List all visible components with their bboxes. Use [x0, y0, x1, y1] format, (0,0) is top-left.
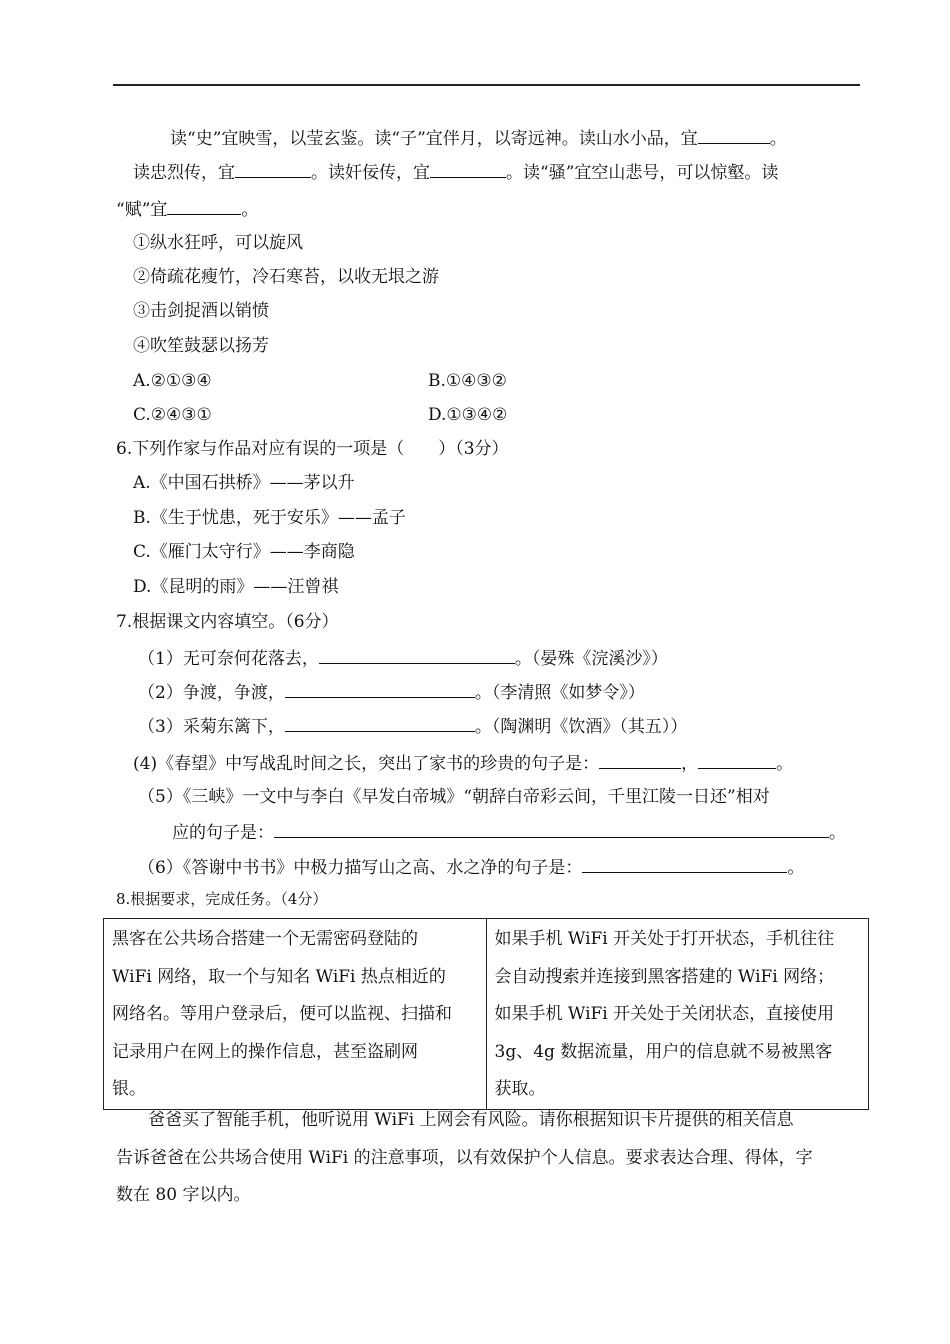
choice-c[interactable]: C.②④③①	[133, 405, 212, 425]
question-7-item-2: （2）争渡，争渡， 。（李清照《如梦令》）	[138, 680, 645, 704]
question-6-stem: 6.下列作家与作品对应有误的一项是（ ）（3分）	[116, 439, 509, 459]
answer-blank[interactable]	[698, 751, 776, 769]
question-7-stem: 7.根据课文内容填空。（6分）	[116, 612, 339, 632]
option-item: ③击剑捉酒以销愤	[133, 301, 269, 321]
task-line-2: 告诉爸爸在公共场合使用 WiFi 的注意事项，以有效保护个人信息。要求表达合理、得体，字	[116, 1148, 813, 1168]
question-7-item-5: （5）《三峡》一文中与李白《早发白帝城》“朝辞白帝彩云间，千里江陵一日还”相对	[138, 787, 770, 807]
question-6-option-c[interactable]: C.《雁门太守行》——李商隐	[133, 542, 355, 562]
option-item: ①纵水狂呼，可以旋风	[133, 233, 303, 253]
answer-blank[interactable]	[319, 646, 515, 664]
answer-blank[interactable]	[582, 855, 787, 873]
knowledge-card-right: 如果手机 WiFi 开关处于打开状态，手机往往 会自动搜索并连接到黑客搭建的 WiFi 网络； 如果手机 WiFi 开关处于关闭状态，直接使用 3g、4g 数据流量，用户的信息就不易被黑客 获取。	[486, 919, 869, 1110]
answer-blank[interactable]	[698, 126, 770, 144]
passage-line-1: 读“史”宜映雪，以莹玄鉴。读“子”宜伴月，以寄远神。读山水小品，宜 。	[170, 126, 787, 150]
passage-line-3: “赋”宜 。	[116, 197, 258, 221]
answer-blank[interactable]	[167, 197, 241, 215]
choice-a[interactable]: A.②①③④	[133, 371, 212, 391]
answer-blank[interactable]	[285, 714, 475, 732]
answer-blank[interactable]	[235, 160, 311, 178]
knowledge-cards	[103, 918, 869, 1110]
question-7-item-5-cont: 应的句子是： 。	[172, 820, 846, 844]
passage-line-2: 读忠烈传，宜 。读奸佞传，宜 。读“骚”宜空山悲号，可以惊壑。读	[133, 160, 778, 184]
choice-d[interactable]: D.①③④②	[428, 405, 508, 425]
question-6-option-b[interactable]: B.《生于忧患，死于安乐》——孟子	[133, 508, 406, 528]
question-6-option-d[interactable]: D.《昆明的雨》——汪曾祺	[133, 577, 339, 597]
knowledge-card-left: 黑客在公共场合搭建一个无需密码登陆的 WiFi 网络，取一个与知名 WiFi 热点相近的 网络名。等用户登录后，便可以监视、扫描和 记录用户在网上的操作信息，甚至盗刷网 银。	[104, 919, 487, 1110]
question-8-stem: 8.根据要求，完成任务。（4分）	[116, 890, 328, 908]
question-7-item-3: （3）采菊东篱下， 。（陶渊明《饮酒》（其五））	[138, 714, 687, 738]
option-item: ②倚疏花瘦竹，冷石寒苔，以收无垠之游	[133, 267, 439, 287]
question-6-option-a[interactable]: A.《中国石拱桥》——茅以升	[133, 473, 355, 493]
answer-blank[interactable]	[285, 680, 475, 698]
answer-blank[interactable]	[430, 160, 506, 178]
option-item: ④吹笙鼓瑟以扬芳	[133, 336, 269, 356]
answer-blank[interactable]	[599, 751, 681, 769]
answer-blank[interactable]	[274, 820, 829, 838]
header-rule	[113, 84, 860, 86]
question-7-item-1: （1）无可奈何花落去， 。（晏殊《浣溪沙》）	[138, 646, 668, 670]
task-line-1: 爸爸买了智能手机，他听说用 WiFi 上网会有风险。请你根据知识卡片提供的相关信息	[148, 1110, 794, 1130]
question-7-item-6: （6）《答谢中书书》中极力描写山之高、水之净的句子是： 。	[138, 855, 804, 879]
question-7-item-4: (4)《春望》中写战乱时间之长，突出了家书的珍贵的句子是： ， 。	[133, 751, 793, 775]
choice-b[interactable]: B.①④③②	[428, 371, 507, 391]
task-line-3: 数在 80 字以内。	[116, 1185, 251, 1205]
